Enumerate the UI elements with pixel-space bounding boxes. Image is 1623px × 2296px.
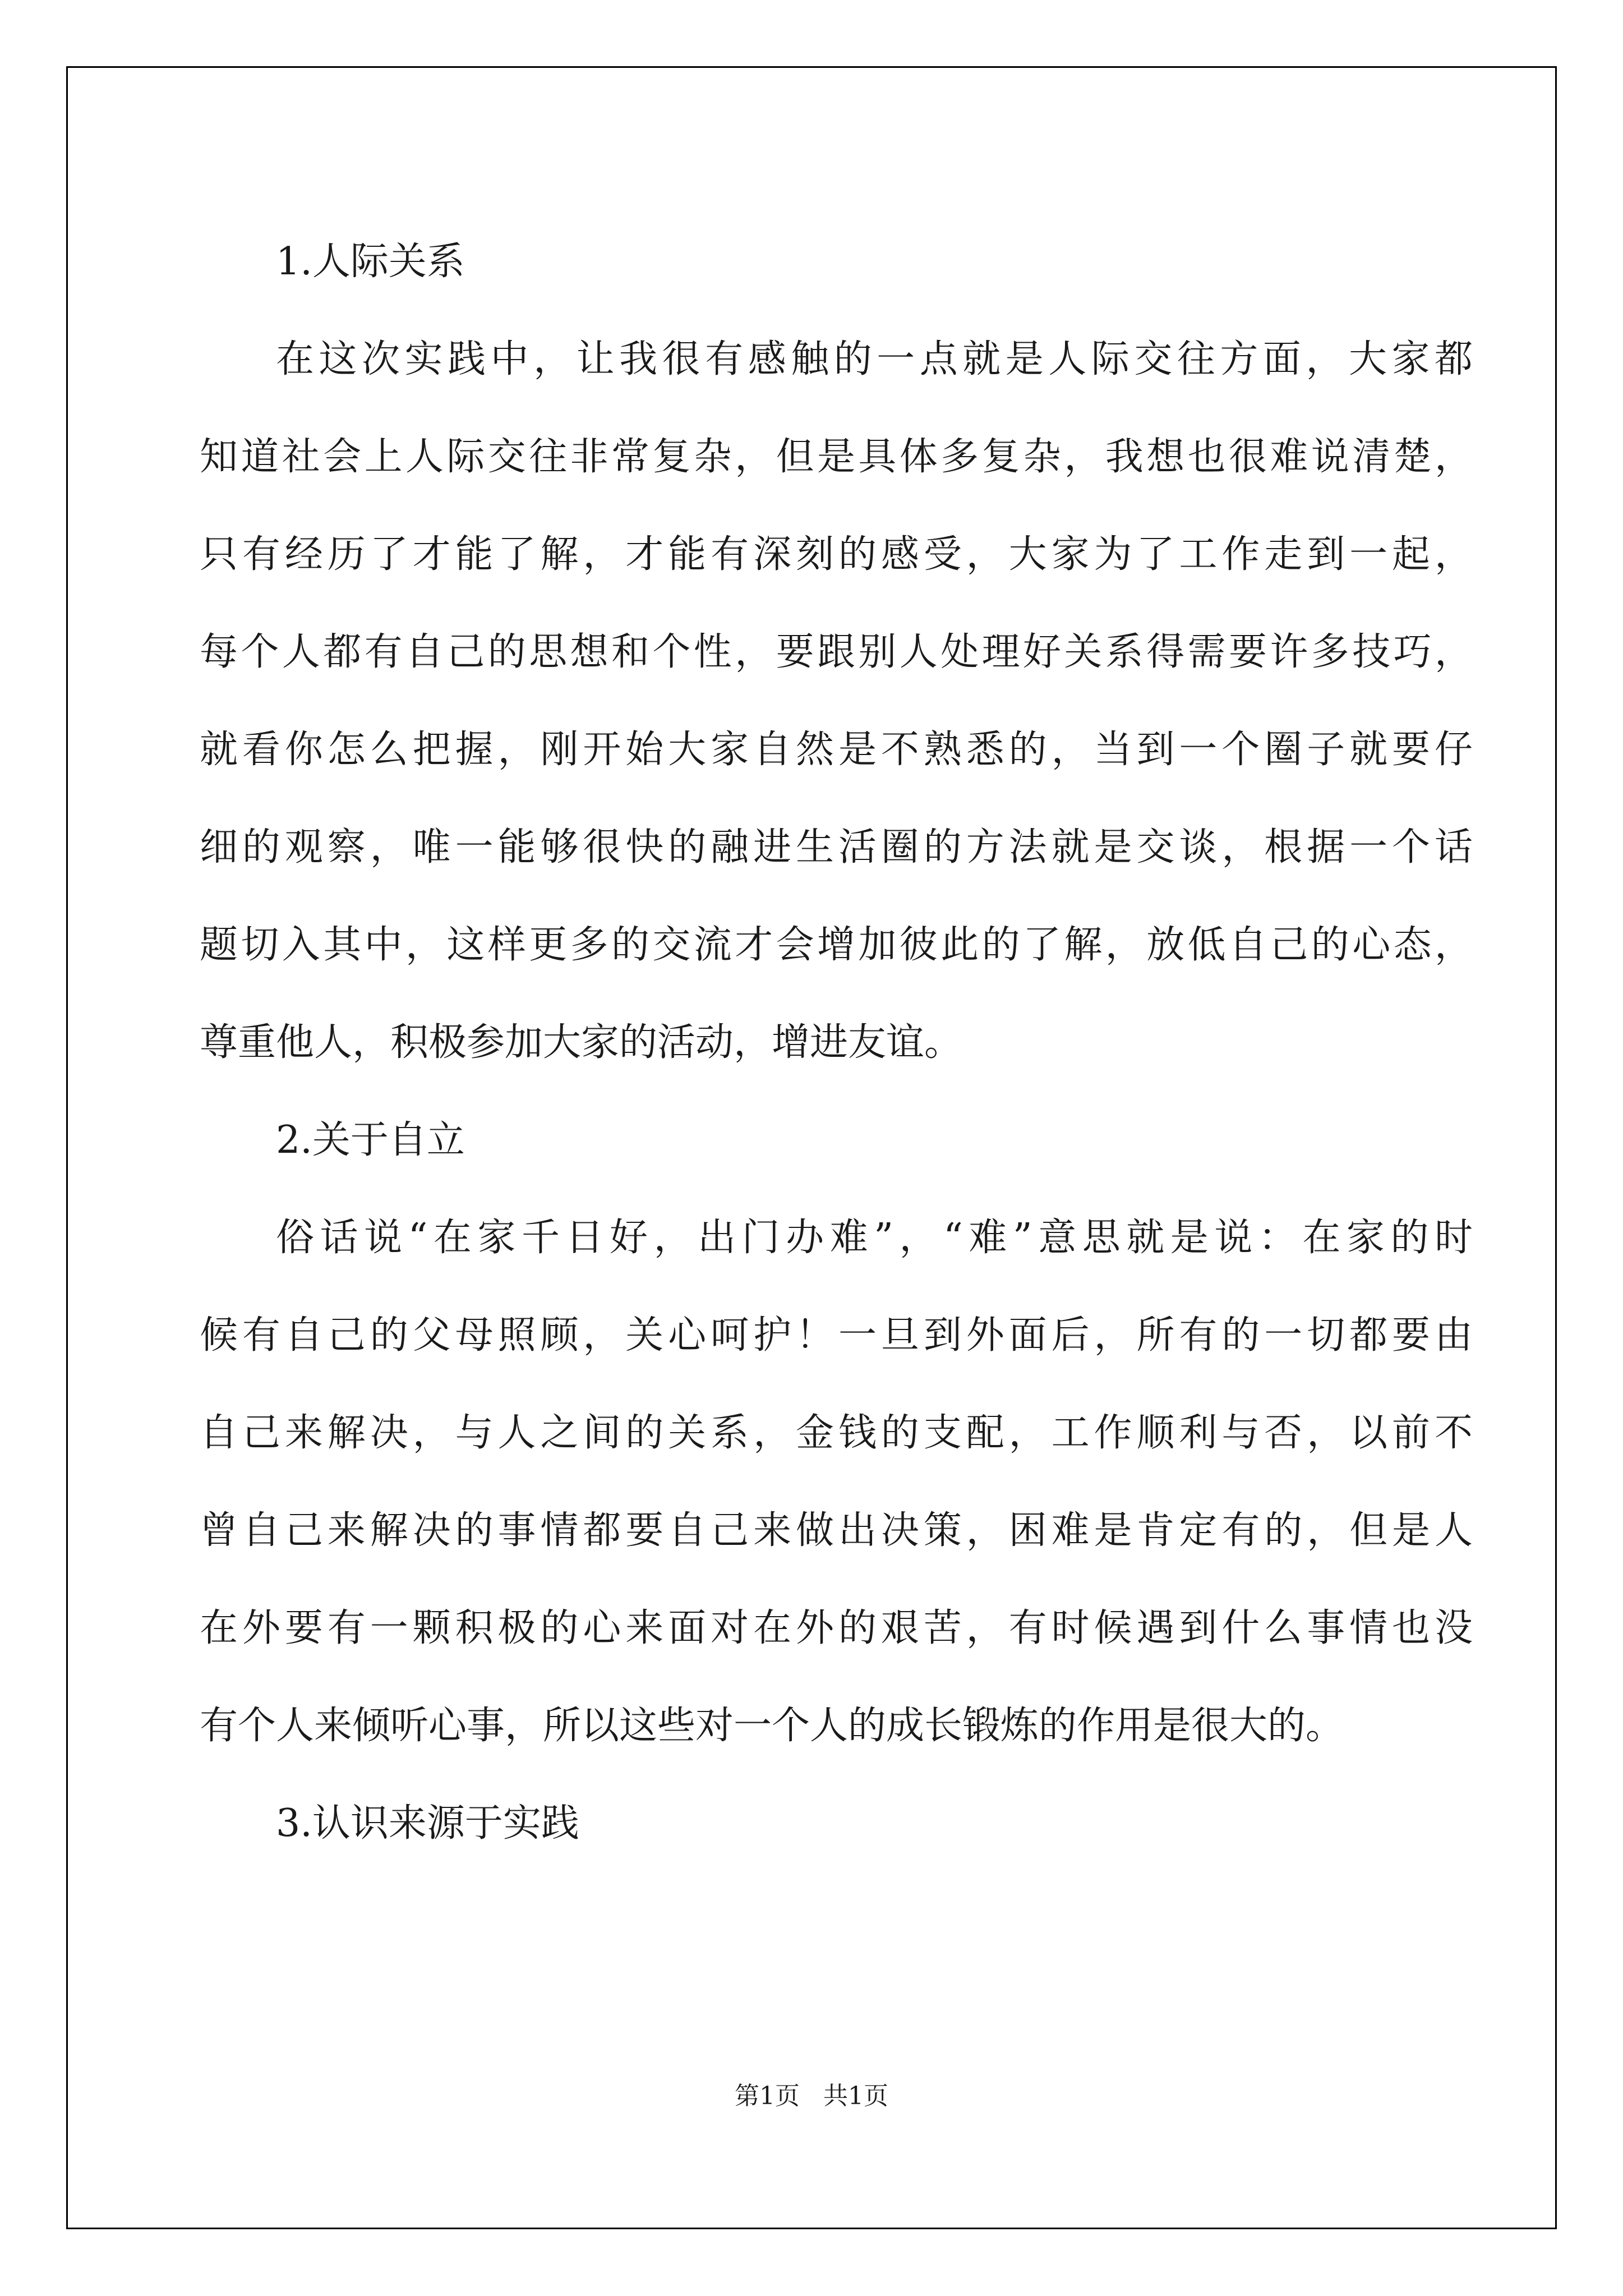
section-heading-independence: 2.关于自立 [276,1118,465,1162]
paragraph-line: 只有经历了才能了解，才能有深刻的感受，大家为了工作走到一起， [200,532,1473,577]
paragraph-line: 尊重他人，积极参加大家的活动，增进友谊。 [200,1020,963,1065]
paragraph-line: 题切入其中，这样更多的交流才会增加彼此的了解，放低自己的心态， [200,923,1473,967]
paragraph-line: 细的观察，唯一能够很快的融进生活圈的方法就是交谈，根据一个话 [200,825,1473,869]
section-heading-practice: 3.认识来源于实践 [276,1801,579,1846]
paragraph-line: 在外要有一颗积极的心来面对在外的艰苦，有时候遇到什么事情也没 [200,1606,1473,1650]
section-heading-interpersonal: 1.人际关系 [276,240,465,284]
paragraph-line: 俗话说“在家千日好，出门办难”，“难”意思就是说：在家的时 [276,1216,1473,1260]
document-body [200,213,1473,1872]
paragraph-line: 候有自己的父母照顾，关心呵护！一旦到外面后，所有的一切都要由 [200,1313,1473,1358]
paragraph-line: 曾自己来解决的事情都要自己来做出决策，困难是肯定有的，但是人 [200,1508,1473,1553]
page-number-footer: 第1页 共1页 [735,2082,888,2110]
paragraph-line: 在这次实践中，让我很有感触的一点就是人际交往方面，大家都 [276,337,1473,381]
paragraph-line: 自己来解决，与人之间的关系，金钱的支配，工作顺利与否，以前不 [200,1411,1473,1455]
paragraph-line: 就看你怎么把握，刚开始大家自然是不熟悉的，当到一个圈子就要仔 [200,728,1473,772]
paragraph-line: 每个人都有自己的思想和个性，要跟别人处理好关系得需要许多技巧， [200,630,1473,674]
paragraph-line: 有个人来倾听心事，所以这些对一个人的成长锻炼的作用是很大的。 [200,1704,1344,1748]
paragraph-line: 知道社会上人际交往非常复杂，但是具体多复杂，我想也很难说清楚， [200,435,1473,479]
